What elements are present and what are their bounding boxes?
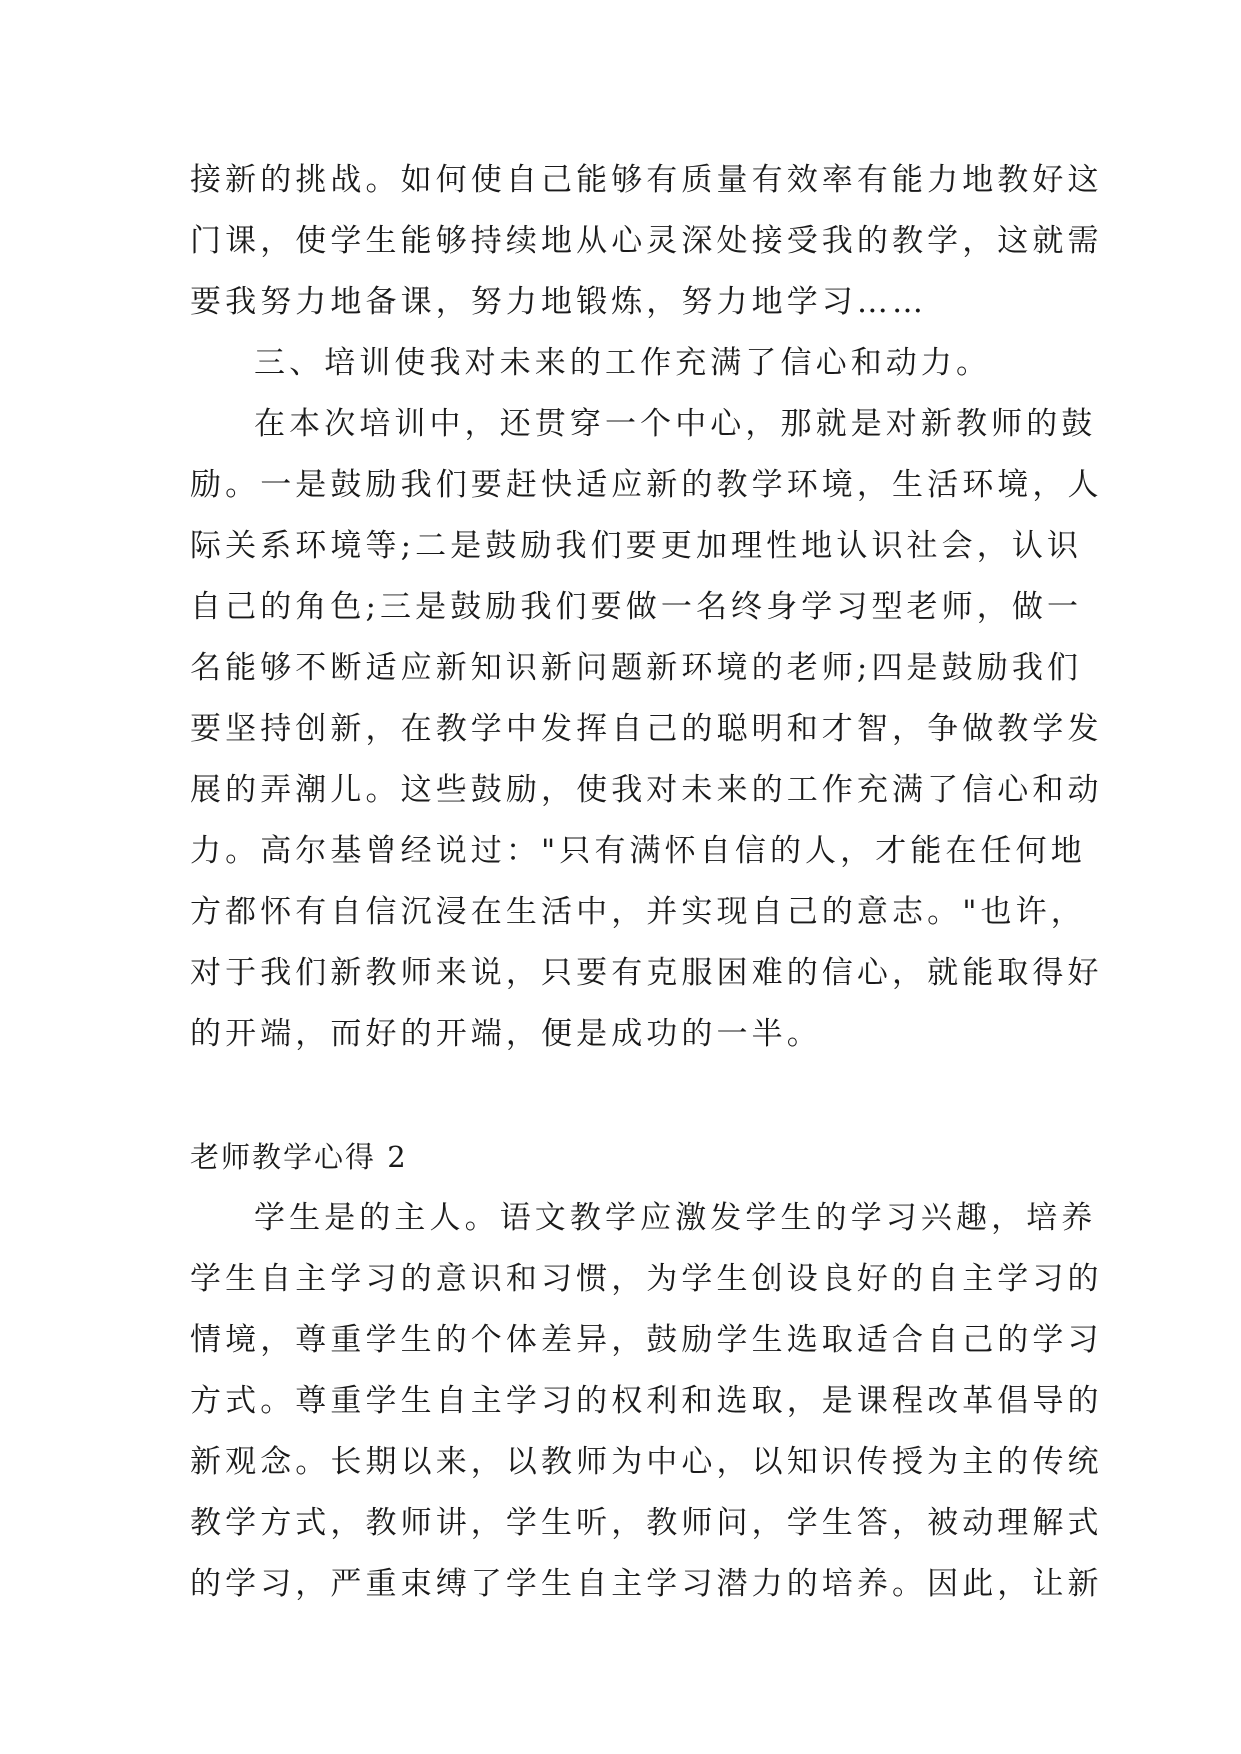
section-heading: 老师教学心得 2 [190,1140,408,1174]
text-line: 在本次培训中，还贯穿一个中心，那就是对新教师的鼓 [254,406,1097,442]
text-line: 接新的挑战。如何使自己能够有质量有效率有能力地教好这 [190,162,1103,198]
text-line: 对于我们新教师来说，只要有克服困难的信心，就能取得好 [190,955,1103,991]
text-line: 展的弄潮儿。这些鼓励，使我对未来的工作充满了信心和动 [190,772,1103,808]
document-body [190,150,1103,1615]
text-line: 名能够不断适应新知识新问题新环境的老师;四是鼓励我们 [190,650,1083,686]
text-line: 要坚持创新，在教学中发挥自己的聪明和才智，争做教学发 [190,711,1103,747]
section2-paragraph [190,1188,1103,1615]
text-line: 新观念。长期以来，以教师为中心，以知识传授为主的传统 [190,1444,1103,1480]
point-three-title: 三、培训使我对未来的工作充满了信心和动力。 [254,345,992,381]
text-line: 方都怀有自信沉浸在生活中，并实现自己的意志。"也许， [190,894,1086,930]
text-line: 的学习，严重束缚了学生自主学习潜力的培养。因此，让新 [190,1566,1103,1602]
text-line: 励。一是鼓励我们要赶快适应新的教学环境，生活环境，人 [190,467,1103,503]
text-line: 力。高尔基曾经说过："只有满怀自信的人，才能在任何地 [190,833,1086,869]
text-line: 情境，尊重学生的个体差异，鼓励学生选取适合自己的学习 [190,1322,1103,1358]
text-line: 自己的角色;三是鼓励我们要做一名终身学习型老师，做一 [190,589,1083,625]
continuation-paragraph [190,150,1103,333]
text-line: 要我努力地备课，努力地锻炼，努力地学习…… [190,284,928,320]
text-line: 教学方式，教师讲，学生听，教师问，学生答，被动理解式 [190,1505,1103,1541]
section-spacer [190,1065,1045,1127]
text-line: 的开端，而好的开端，便是成功的一半。 [190,1016,822,1052]
text-line: 方式。尊重学生自主学习的权利和选取，是课程改革倡导的 [190,1383,1103,1419]
text-line: 门课，使学生能够持续地从心灵深处接受我的教学，这就需 [190,223,1103,259]
encouragement-paragraph [190,394,1103,1065]
text-line: 际关系环境等;二是鼓励我们要更加理性地认识社会，认识 [190,528,1083,564]
text-line: 学生自主学习的意识和习惯，为学生创设良好的自主学习的 [190,1261,1103,1297]
text-line: 学生是的主人。语文教学应激发学生的学习兴趣，培养 [254,1200,1097,1236]
